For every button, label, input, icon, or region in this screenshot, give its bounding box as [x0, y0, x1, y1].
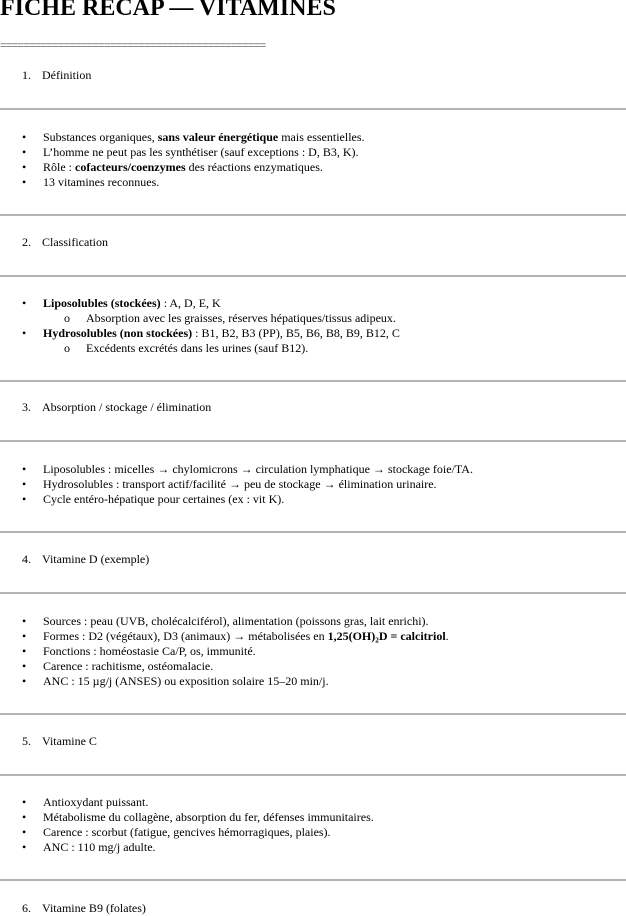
section-title: Vitamine C — [42, 734, 97, 748]
page-title: FICHE RECAP — VITAMINES — [0, 0, 336, 21]
section-heading-6 — [22, 901, 146, 916]
text: Cycle entéro-hépatique pour certaines (ex : vit K). — [43, 492, 285, 506]
list-item — [0, 644, 620, 659]
section-list — [0, 296, 620, 356]
text: Métabolisme du collagène, absorption du fer, défenses immunitaires. — [43, 810, 374, 824]
section-number: 2. — [22, 235, 31, 249]
text: mais essentielles. — [278, 130, 365, 144]
text: Hydrosolubles : transport actif/facilité → peu de stockage → élimination urinaire. — [43, 477, 437, 491]
list-item — [0, 614, 620, 629]
text: Fonctions : homéostasie Ca/P, os, immunité. — [43, 644, 256, 658]
section-number: 4. — [22, 552, 31, 566]
section-divider — [0, 440, 626, 442]
text: . — [445, 629, 449, 643]
section-divider — [0, 592, 626, 594]
sub-list-item — [0, 341, 620, 356]
list-item — [0, 840, 620, 855]
list-item — [0, 160, 620, 175]
section-heading-3 — [22, 400, 211, 415]
section-list — [0, 462, 620, 507]
list-item — [0, 175, 620, 190]
list-item — [0, 462, 620, 477]
section-list — [0, 130, 620, 190]
text: Carence : scorbut (fatigue, gencives hémorragiques, plaies). — [43, 825, 331, 839]
section-title: Classification — [42, 235, 108, 249]
text: Excédents excrétés dans les urines (sauf B12). — [86, 341, 309, 355]
text: Sources : peau (UVB, cholécalciférol), alimentation (poissons gras, lait enrichi). — [43, 614, 429, 628]
sub-list-item — [0, 311, 620, 326]
list-item — [0, 130, 620, 145]
section-divider — [0, 214, 626, 216]
section-heading-5 — [22, 734, 97, 749]
section-heading-4 — [22, 552, 149, 567]
section-divider — [0, 380, 626, 382]
text: : A, D, E, K — [160, 296, 221, 310]
section-divider — [0, 879, 626, 881]
text: Rôle : — [43, 160, 75, 174]
list-item — [0, 296, 620, 311]
section-divider — [0, 275, 626, 277]
list-item — [0, 492, 620, 507]
list-item — [0, 659, 620, 674]
section-number: 3. — [22, 400, 31, 414]
bold-text: Liposolubles (stockées) — [43, 296, 161, 310]
bold-text: Hydrosolubles (non stockées) — [43, 326, 193, 340]
text: Carence : rachitisme, ostéomalacie. — [43, 659, 214, 673]
text: Absorption avec les graisses, réserves hépatiques/tissus adipeux. — [86, 311, 396, 325]
text: ANC : 110 mg/j adulte. — [43, 840, 156, 854]
section-divider — [0, 774, 626, 776]
section-title: Définition — [42, 68, 92, 82]
text: Formes : D2 (végétaux), D3 (animaux) → métabolisées en — [43, 629, 328, 643]
section-heading-1 — [22, 68, 91, 83]
section-title: Absorption / stockage / élimination — [42, 400, 212, 414]
list-item — [0, 674, 620, 689]
text: L’homme ne peut pas les synthétiser (sauf exceptions : D, B3, K). — [43, 145, 359, 159]
text: Liposolubles : micelles → chylomicrons → circulation lymphatique → stockage foie/TA. — [43, 462, 473, 476]
text: : B1, B2, B3 (PP), B5, B6, B8, B9, B12, C — [192, 326, 400, 340]
section-list — [0, 795, 620, 855]
list-item — [0, 145, 620, 160]
section-number: 6. — [22, 901, 31, 915]
list-item — [0, 326, 620, 341]
section-divider — [0, 108, 626, 110]
text: Substances organiques, — [43, 130, 158, 144]
bold-text: cofacteurs/coenzymes — [75, 160, 186, 174]
list-item — [0, 810, 620, 825]
text: ANC : 15 µg/j (ANSES) ou exposition solaire 15–20 min/j. — [43, 674, 329, 688]
section-divider — [0, 713, 626, 715]
list-item — [0, 477, 620, 492]
bold-text: 1,25(OH)₂D = calcitriol — [327, 629, 446, 643]
text: des réactions enzymatiques. — [185, 160, 323, 174]
section-heading-2 — [22, 235, 108, 250]
list-item — [0, 825, 620, 840]
list-item — [0, 795, 620, 810]
section-list — [0, 614, 620, 689]
title-underline-rule: ============================================== — [0, 38, 266, 52]
text: Antioxydant puissant. — [43, 795, 149, 809]
section-title: Vitamine D (exemple) — [42, 552, 150, 566]
section-divider — [0, 531, 626, 533]
bold-text: sans valeur énergétique — [157, 130, 279, 144]
list-item — [0, 629, 620, 644]
section-number: 1. — [22, 68, 31, 82]
text: 13 vitamines reconnues. — [43, 175, 160, 189]
section-number: 5. — [22, 734, 31, 748]
section-title: Vitamine B9 (folates) — [42, 901, 146, 915]
